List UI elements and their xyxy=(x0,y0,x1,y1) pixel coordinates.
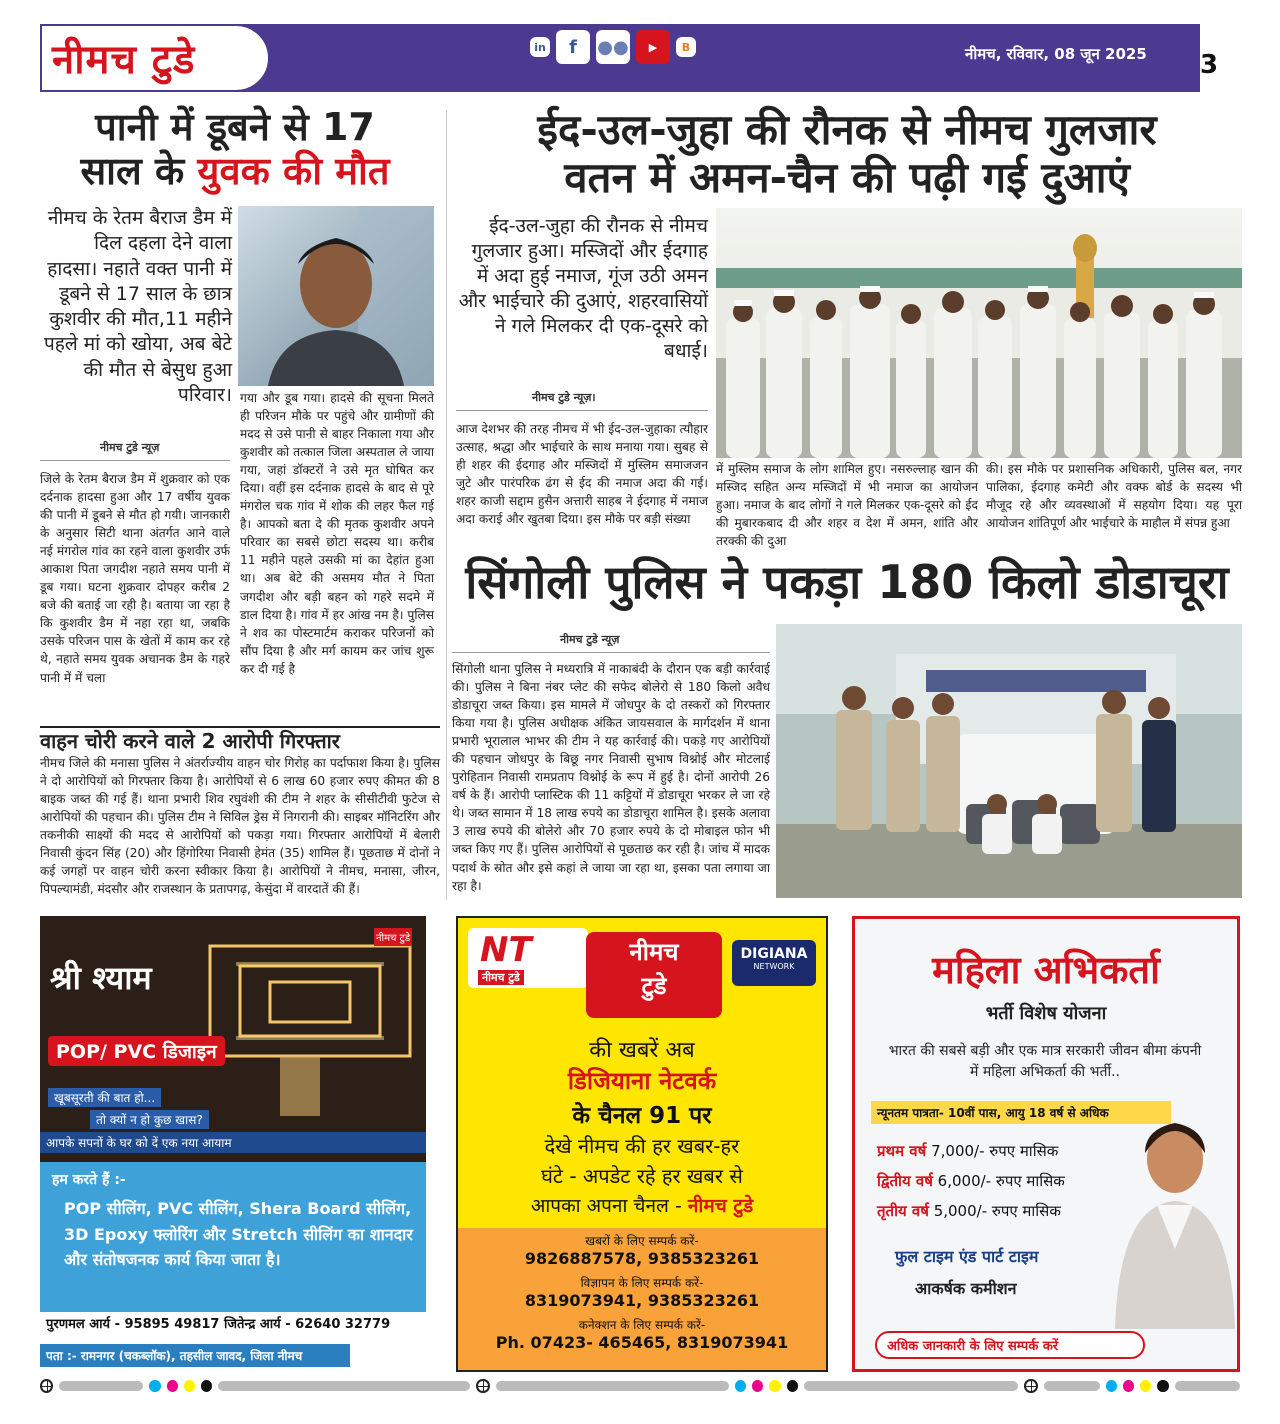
youth-portrait-image xyxy=(238,206,434,386)
shyam-services: POP सीलिंग, PVC सीलिंग, Shera Board सीलिंग, 3D Epoxy फ्लोरिंग और Stretch सीलिंग का शानदार और संतोषजनक कार्य किया जाता है। xyxy=(64,1199,413,1270)
mahila-commission: आकर्षक कमीशन xyxy=(915,1279,1017,1298)
mahila-desc: भारत की सबसे बड़ी और एक मात्र सरकारी जीवन बीमा कंपनी में महिला अभिकर्ता की भर्ती.. xyxy=(888,1043,1202,1080)
digiana-ads-phones: 8319073941, 9385323261 xyxy=(524,1291,760,1310)
masthead-logo: नीमच टुडे xyxy=(52,37,196,83)
cyan-dot xyxy=(735,1380,746,1392)
digiana-line6: आपका अपना चैनल - नीमच टुडे xyxy=(530,1195,754,1217)
gray-bar xyxy=(59,1381,143,1391)
social-icons xyxy=(530,30,696,64)
vehicle-headline: वाहन चोरी करने वाले 2 आरोपी गिरफ्तार xyxy=(40,726,440,753)
shyam-title: श्री श्याम xyxy=(50,959,152,997)
digiana-line5: घंटे - अपडेट रहे हर खबर से xyxy=(541,1164,743,1188)
ad-mahila xyxy=(852,916,1240,1372)
mahila-item-3: तृतीय वर्ष 5,000/- रुपए मासिक xyxy=(877,1202,1061,1220)
mahila-subtitle: भर्ती विशेष योजना xyxy=(985,1003,1107,1024)
shyam-contacts: पुरणमल आर्य - 95895 49817 जितेन्द्र आर्य - 62640 32779 xyxy=(46,1317,391,1332)
drowning-col2: गया और डूब गया। हादसे की सूचना मिलते ही परिजन मौके पर पहुंचे और ग्रामीणों की मदद से उसे पानी से बाहर निकाला गया और कुशवीर को तत्काल जिला अस्पताल ले जाया गया, जहां डॉक्टरों ने उसे मृत घोषित कर दिया। वहीं इस दर्दनाक हादसे के बाद से पूरे मंगरोल चक गांव में शोक की लहर फैल गई है। आपको बता दे की मृतक कुशवीर अपने परिवार का सबसे छोटा सदस्य था। करीब 11 महीने पहले उसकी मां का देहांत हुआ था। अब बेटे की असमय मौत ने पिता जगदीश और बड़ी बहन को गहरे सदमे में डाल दिया है। गांव में हर आंख नम है। पुलिस ने शव का पोस्टमार्टम कराकर परिजनों को सौंप दिया है और मर्ग कायम कर जांच शुरू कर दी गई है xyxy=(240,391,434,676)
blogger-icon: B xyxy=(676,37,696,57)
digiana-line2: डिजियाना नेटवर्क xyxy=(567,1067,717,1095)
shyam-services-title: हम करते हैं :- xyxy=(52,1172,126,1188)
magenta-dot xyxy=(167,1380,178,1392)
magenta-dot xyxy=(1123,1380,1134,1392)
gray-bar xyxy=(218,1381,470,1391)
shyam-tagline-3: आपके सपनों के घर को दें एक नया आयाम xyxy=(40,1132,426,1153)
digiana-news-label: खबरों के लिए सम्पर्क करें- xyxy=(585,1234,699,1248)
digiana-logo-letters: NT xyxy=(480,930,532,970)
eid-col2: में मुस्लिम समाज के लोग शामिल हुए। नसरुल्लाह खान की मस्जिद सहित अन्य मस्जिदों में भी नमाज का आयोजन हुआ। नमाज के बाद लोगों ने गले मिलकर एक-दूसरे को ईद की मुबारकबाद दी और शहर व देश में अमन, शांति और तरक्की की दुआ xyxy=(716,462,978,549)
magenta-dot xyxy=(752,1380,763,1392)
eid-lead: ईद-उल-जुहा की रौनक से नीमच गुलजार हुआ। मस्जिदों और ईदगाह में अदा हुई नमाज, गूंज उठी अमन और भाईचारे की दुआएं, शहरवासियों ने गले मिलकर दी एक-दूसरे को बधाई। xyxy=(458,215,708,363)
digiana-line3: के चैनल 91 पर xyxy=(572,1103,712,1129)
eid-byline: नीमच टुडे न्यूज़। xyxy=(532,391,596,404)
print-registration-strip xyxy=(40,1378,1240,1394)
shyam-tagline-1: खूबसूरती की बात हो... xyxy=(48,1088,161,1107)
digiana-news-phones: 9826887578, 9385323261 xyxy=(524,1249,760,1268)
network-logo-name: DIGIANA xyxy=(740,946,808,962)
network-logo xyxy=(732,940,816,986)
digiana-title-line2: टुडे xyxy=(641,971,667,1000)
issue-date: नीमच, रविवार, 08 जून 2025 xyxy=(965,45,1147,63)
eid-col1: आज देशभर की तरह नीमच में भी ईद-उल-जुहाका त्यौहार उत्साह, श्रद्धा और भाईचारे के साथ मनाया गया। सुबह से ही शहर की ईदगाह और मस्जिदों में मुस्लिम समाजजन जुटे और पारंपरिक ढंग से ईद की नमाज अदा की गई।शहर काजी सद्दाम हुसैन अत्तारी साहब ने ईदगाह में नमाज अदा कराई और खुतबा दिया। इस मौके पर बड़ी संख्या xyxy=(456,422,708,527)
eid-headline-line1: ईद-उल-जुहा की रौनक से नीमच गुलजार xyxy=(537,105,1157,154)
eid-col3: की। इस मौके पर प्रशासनिक अधिकारी, पुलिस बल, नगर पालिका, ईदगाह कमेटी और वक्फ बोर्ड के सदस्य भी मौजूद रहे और व्यवस्थाओं में सहयोग दिया। यह पूरा आयोजन शांतिपूर्ण और भाईचारे के माहौल में संपन्न हुआ xyxy=(986,462,1242,531)
digiana-ads-label: विज्ञापन के लिए सम्पर्क करें- xyxy=(580,1276,704,1290)
drowning-photo xyxy=(238,206,434,386)
police-photo xyxy=(776,624,1242,898)
registration-mark-icon xyxy=(476,1379,489,1393)
linkedin-icon: in xyxy=(530,37,550,57)
drowning-headline xyxy=(40,106,430,193)
registration-mark-icon xyxy=(40,1379,53,1393)
cyan-dot xyxy=(1106,1380,1117,1392)
police-seizure-image xyxy=(776,624,1242,898)
drowning-headline-line2: साल के युवक की मौत xyxy=(80,148,390,193)
digiana-title-box xyxy=(586,932,722,1018)
police-body: सिंगोली थाना पुलिस ने मध्यरात्रि में नाकाबंदी के दौरान एक बड़ी कार्रवाई की। पुलिस ने बिना नंबर प्लेट की सफेद बोलेरो से 180 किलो अवैध डोडाचूरा जब्त किया। इस मामले में जोधपुर के दो तस्करों को गिरफ्तार किया गया है। पुलिस अधीक्षक अंकित जायसवाल के मार्गदर्शन में थाना प्रभारी भूरालाल भाभर की टीम ने यह कार्रवाई की। पकड़े गए आरोपियों की पहचान जोधपुर के बिछू नगर निवासी सुभाष विश्नोई और मोटलाई पुरोहितान निवासी रामप्रताप विश्नोई के रूप में हुई है। दोनों आरोपी 26 वर्ष के हैं। आरोपी प्लास्टिक की 11 कट्टियों में डोडाचूरा भरकर ले जा रहे थे। जब्त सामान में 18 लाख रुपये का डोडाचूरा शामिल है। इसके अलावा 3 लाख रुपये की बोलेरो और 70 हजार रुपये के दो मोबाइल फोन भी जब्त किए गए हैं। पुलिस आरोपियों से पूछताछ कर रही है। जांच में मादक पदार्थ के स्रोत और इसे कहां ले जाया जा रहा था, इसका पता लगाया जा रहा है। xyxy=(452,662,770,893)
eid-headline xyxy=(452,106,1242,203)
shyam-tagline-2: तो क्यों न हो कुछ खास? xyxy=(90,1110,209,1129)
mahila-eligibility: न्यूनतम पात्रता- 10वीं पास, आयु 18 वर्ष से अधिक xyxy=(871,1101,1171,1124)
digiana-logo xyxy=(468,928,588,988)
police-headline: सिंगोली पुलिस ने पकड़ा 180 किलो डोडाचूरा xyxy=(465,555,1229,609)
registration-mark-icon xyxy=(1024,1379,1037,1393)
shyam-address: पता :- रामनगर (चकब्लॉक), तहसील जावद, जिला नीमच xyxy=(40,1344,350,1367)
digiana-logo-sub: नीमच टुडे xyxy=(478,970,524,985)
digiana-conn-label: कनेक्शन के लिए सम्पर्क करें- xyxy=(578,1318,706,1332)
drowning-lead: नीमच के रेतम बैराज डैम में दिल दहला देने वाला हादसा। नहाते वक्त पानी में डूबने से 17 साल के छात्र कुशवीर की मौत,11 महीने पहले मां को खोया, अब बेटे की मौत से बेसुध हुआ परिवार। xyxy=(44,207,232,406)
youtube-icon: ▶ xyxy=(636,30,670,64)
cyan-dot xyxy=(149,1380,160,1392)
page-number: 3 xyxy=(1200,50,1219,80)
black-dot xyxy=(201,1380,212,1392)
mahila-title: महिला अभिकर्ता xyxy=(932,948,1160,992)
mahila-footer: अधिक जानकारी के लिए सम्पर्क करें xyxy=(875,1331,1145,1359)
digiana-title-line1: नीमच xyxy=(629,938,679,966)
facebook-icon: f xyxy=(556,30,590,64)
digiana-line4: देखे नीमच की हर खबर-हर xyxy=(544,1134,740,1158)
drowning-headline-line1: पानी में डूबने से 17 xyxy=(95,105,375,149)
police-byline: नीमच टुडे न्यूज़ xyxy=(560,633,620,646)
gray-bar xyxy=(1175,1381,1240,1391)
eid-headline-line2: वतन में अमन-चैन की पढ़ी गई दुआएं xyxy=(564,153,1130,203)
mahila-item-2: द्वितीय वर्ष 6,000/- रुपए मासिक xyxy=(877,1172,1065,1190)
drowning-col1: जिले के रेतम बैराज डैम में शुक्रवार को एक दर्दनाक हादसा हुआ और 17 वर्षीय युवक की पानी में डूबने से मौत हो गयी। जानकारी के अनुसार सिटी थाना अंतर्गत आने वाले नई मंगरोल गांव का रहने वाला कुशवीर उर्फ आकाश पिता जगदीश नहाते समय पानी में डूब गया। घटना शुक्रवार दोपहर करीब 2 बजे की बताई जा रही है। बताया जा रहा है कि कुशवीर डैम में नहा रहा था, जबकि उसके परिजन पास के खेतों में काम कर रहे थे, नहाते समय युवक अचानक डैम के गहरे पानी में में चला xyxy=(40,472,230,685)
digiana-line1: की खबरें अब xyxy=(589,1038,695,1063)
gray-bar xyxy=(496,1381,729,1391)
ad-digiana xyxy=(456,916,828,1372)
black-dot xyxy=(787,1380,798,1392)
mahila-job-type: फुल टाइम एंड पार्ट टाइम xyxy=(895,1247,1039,1266)
gray-bar xyxy=(1044,1381,1100,1391)
shyam-badge: POP/ PVC डिजाइन xyxy=(48,1036,225,1066)
eid-prayer-image xyxy=(716,208,1242,458)
drowning-divider xyxy=(40,460,230,461)
yellow-dot xyxy=(184,1380,195,1392)
mahila-item-1: प्रथम वर्ष 7,000/- रुपए मासिक xyxy=(877,1142,1059,1160)
eid-divider xyxy=(456,410,708,411)
column-rule xyxy=(446,110,447,900)
yellow-dot xyxy=(1140,1380,1151,1392)
gray-bar xyxy=(804,1381,1019,1391)
group-icon: ●● xyxy=(596,30,630,64)
network-logo-sub: NETWORK xyxy=(753,962,795,971)
black-dot xyxy=(1157,1380,1168,1392)
ad-shree-shyam xyxy=(40,916,426,1372)
digiana-conn-phones: Ph. 07423- 465465, 8319073941 xyxy=(495,1333,789,1352)
vehicle-body: नीमच जिले की मनासा पुलिस ने अंतर्राज्यीय वाहन चोर गिरोह का पर्दाफाश किया है। पुलिस ने दो आरोपियों को गिरफ्तार किया है। आरोपियों से 6 लाख 60 हजार रुपए कीमत की 8 बाइक जब्त की गई हैं। थाना प्रभारी शिव रघुवंशी की टीम ने शहर के सीसीटीवी फुटेज से आरोपियों की पहचान की। पुलिस टीम ने सिविल ड्रेस में निगरानी की। साइबर मॉनिटरिंग और तकनीकी साक्ष्यों की मदद से आरोपियों को पकड़ा गया। गिरफ्तार आरोपियों में बेलारी निवासी कुंदन सिंह (20) और हिंगोरिया निवासी हेमंत (35) शामिल हैं। पूछताछ में दोनों ने कई जगहों पर वाहन चोरी करना स्वीकार किया है। आरोपियों ने नीमच, मनासा, जीरन, पिपल्यामंडी, मंदसौर और राजस्थान के प्रतापगढ़, केसुंदा में वारदातें की हैं। xyxy=(40,756,440,897)
woman-agent-image xyxy=(1109,1109,1239,1329)
shyam-logo: नीमच टुडे xyxy=(374,928,412,946)
yellow-dot xyxy=(769,1380,780,1392)
digiana-contact-box xyxy=(458,1228,826,1372)
police-divider xyxy=(452,652,770,653)
eid-photo xyxy=(716,208,1242,458)
drowning-byline: नीमच टुडे न्यूज़ xyxy=(100,441,160,454)
